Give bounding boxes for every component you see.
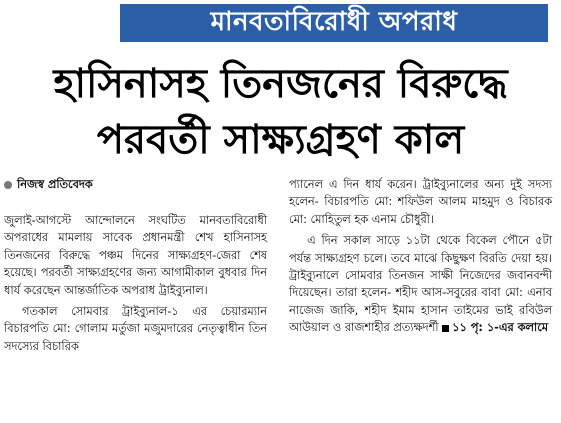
bullet-icon [4, 181, 12, 189]
paragraph: প্যানেল এ দিন ধার্য করেন। ট্রাইব্যুনালের অন্য দুই সদস্য হলেন- বিচারপতি মো: শফিউল আলম মাহমুদ ও বিচারক মো: মোহিতুল হক এনাম চৌধুরী। [289, 178, 552, 226]
section-banner: মানবতাবিরোধী অপরাধ [120, 4, 548, 42]
byline [4, 176, 267, 194]
paragraph: জুলাই-আগস্টে আন্দোলনে সংঘটিত মানবতাবিরোধী অপরাধের মামলায় সাবেক প্রধানমন্ত্রী শেখ হাসিনাসহ তিনজনের বিরুদ্ধে পঞ্চম দিনের সাক্ষ্যগ্রহণ-জেরা শেষ হয়েছে। পরবর্তী সাক্ষ্যগ্রহণের জন্য আগামীকাল বুধবার দিন ধার্য করেছেন আন্তর্জাতিক অপরাধ ট্রাইব্যুনাল। [4, 214, 267, 297]
left-column [4, 176, 267, 355]
paragraph: গতকাল সোমবার ট্রাইব্যুনাল-১ এর চেয়ারম্যান বিচারপতি মো: গোলাম মর্তুজা মজুমদারের নেতৃত্বাধীন তিন সদস্যের বিচারিক [4, 305, 267, 353]
paragraph [289, 232, 552, 336]
paragraph-text: এ দিন সকাল সাড়ে ১১টা থেকে বিকেল পৌনে ৫টা পর্যন্ত সাক্ষ্যগ্রহণ চলে। তবে মাঝে কিছুক্ষণ বিরতি দেয়া হয়। ট্রাইব্যুনালে সোমবার তিনজন সাক্ষী নিজেদের জবানবন্দী দিয়েছেন। তারা হলেন- শহীদ আস-সবুরের বাবা মো: এনাব নাজেজ জাকি, শহীদ ইমাম হাসান তাইমের ভাই রবিউল আউয়াল ও রাজশাহীর প্রত্যক্ষদর্শী [289, 234, 552, 335]
square-icon [442, 325, 449, 332]
headline-line-1: হাসিনাসহ তিনজনের বিরুদ্ধে [53, 61, 508, 107]
continuation-note [442, 321, 548, 334]
right-column [289, 176, 552, 337]
continuation-text: ১১ পৃ: ১-এর কলামে [452, 321, 549, 335]
byline-text: নিজস্ব প্রতিবেদক [17, 178, 93, 192]
headline-line-2: পরবর্তী সাক্ষ্যগ্রহণ কাল [96, 117, 465, 163]
